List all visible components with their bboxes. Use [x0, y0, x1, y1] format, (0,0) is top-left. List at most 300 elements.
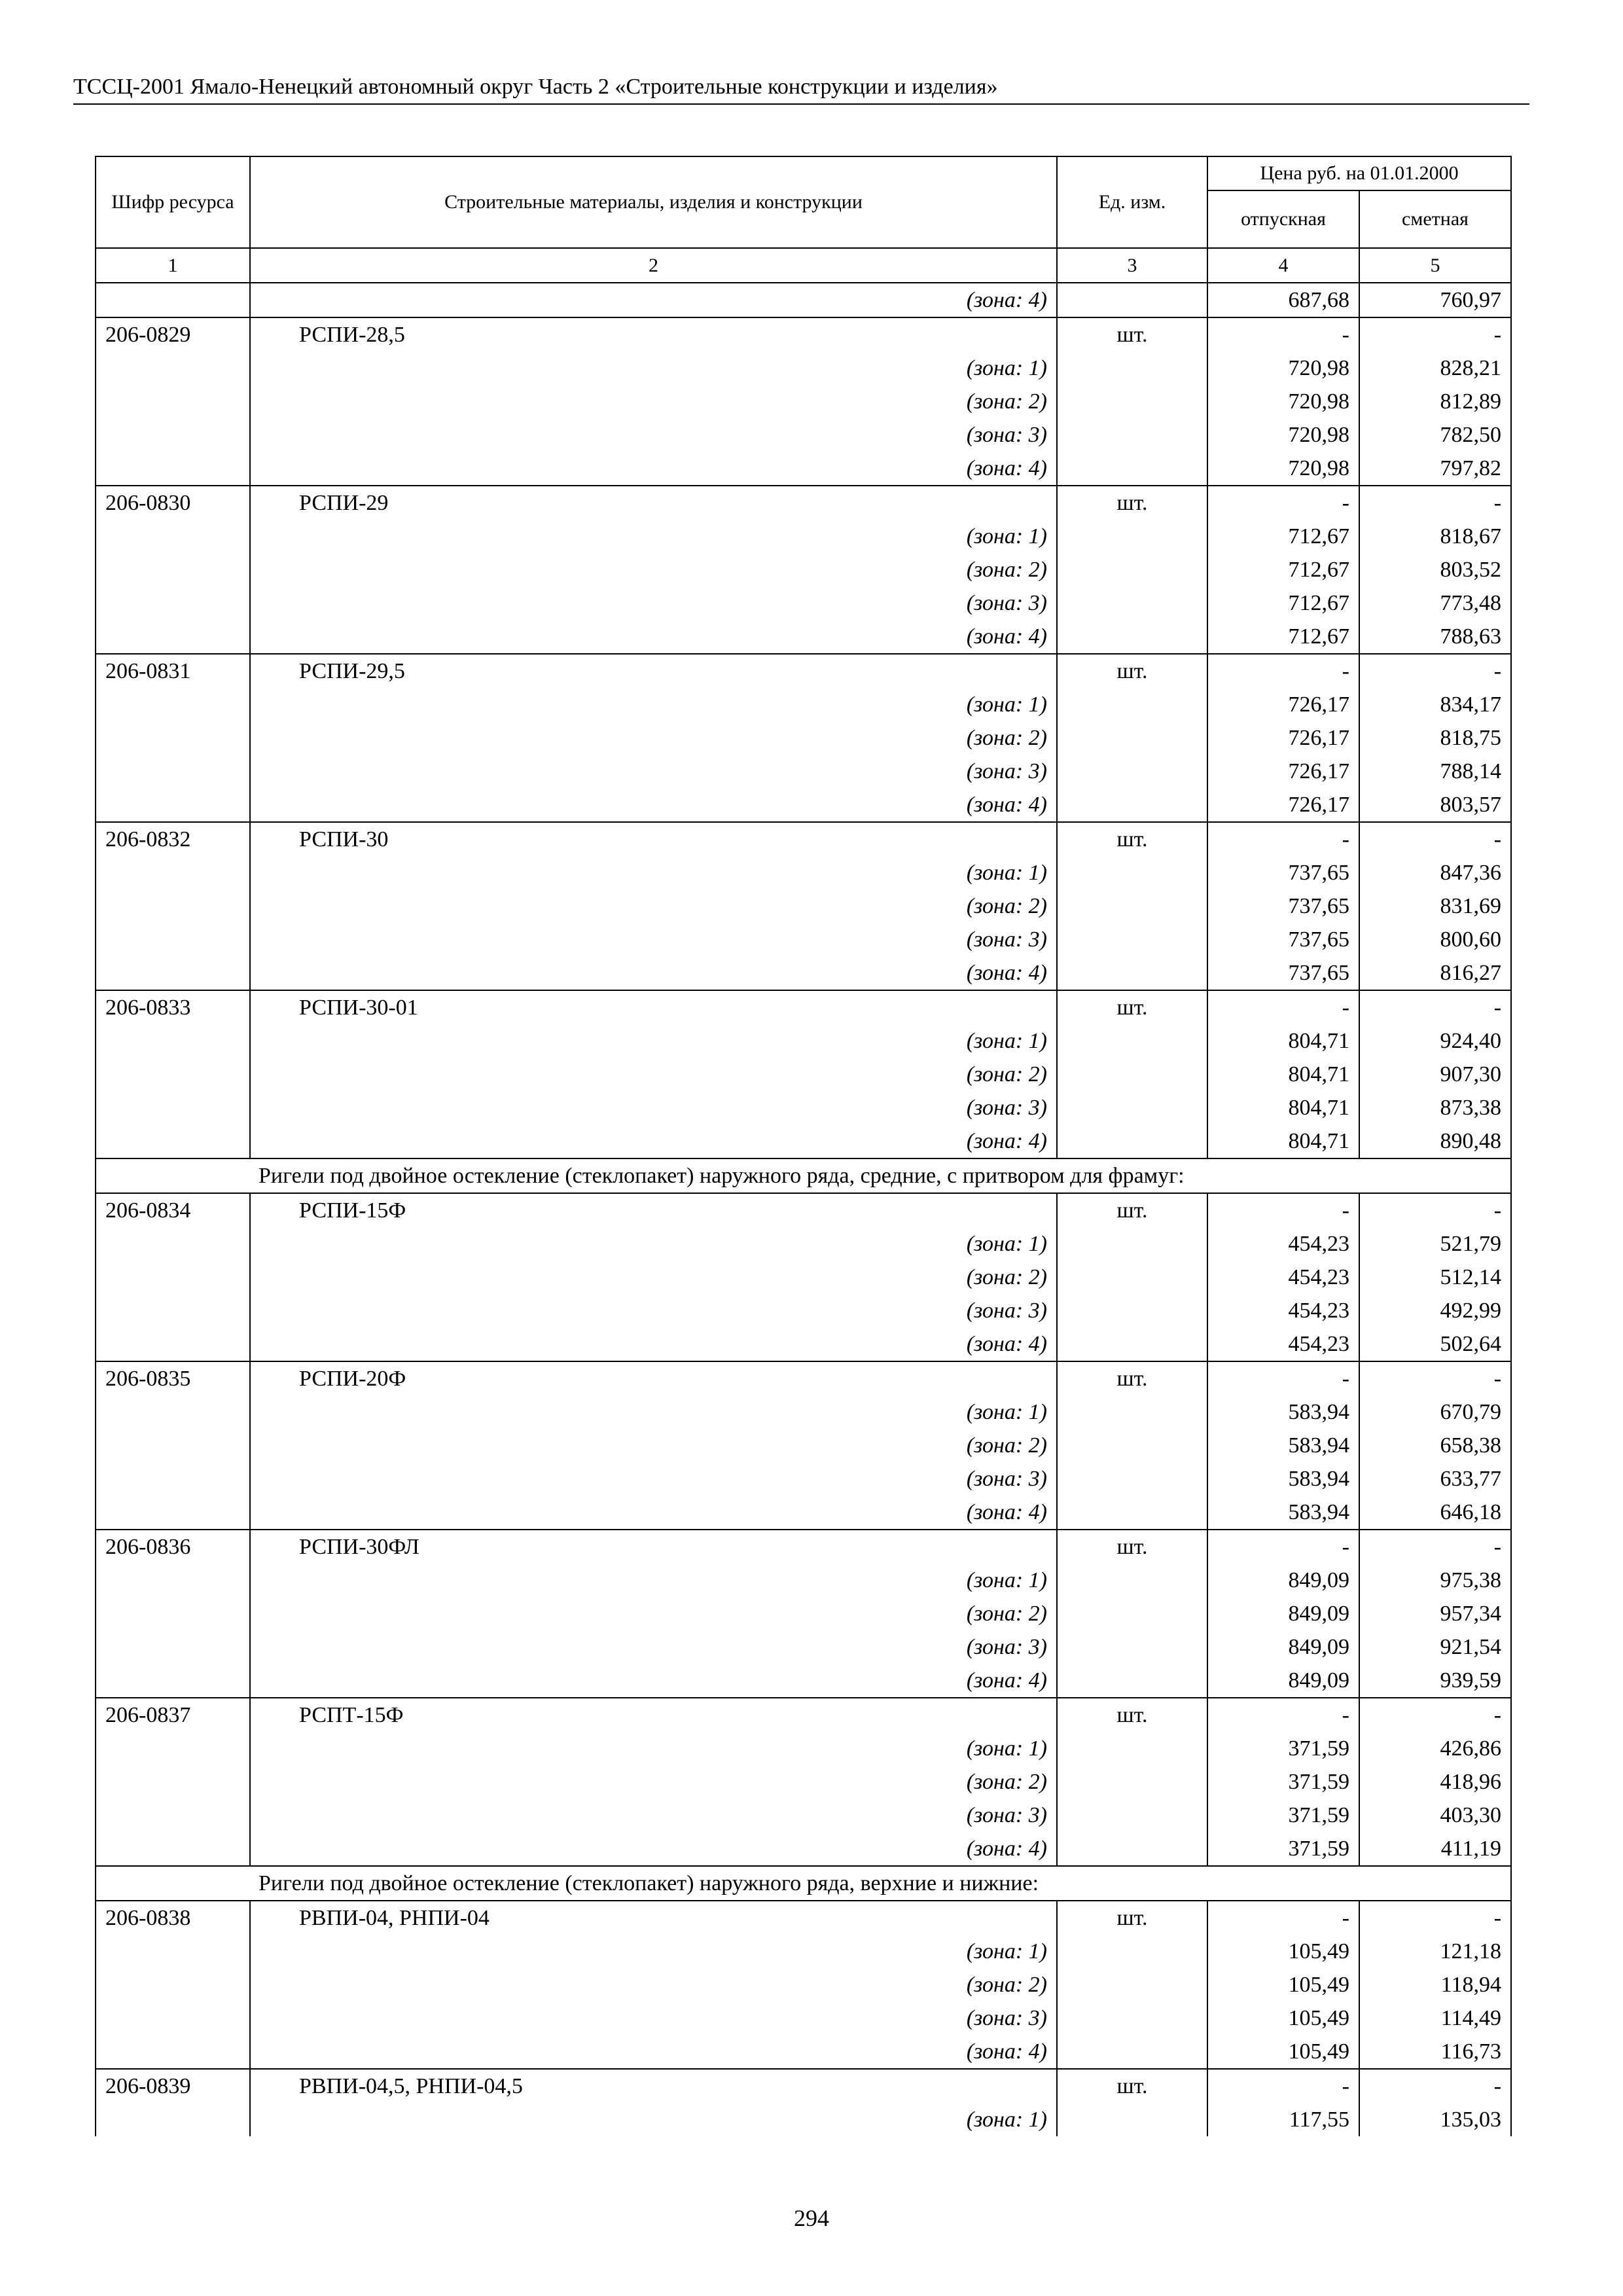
resource-code-empty: [96, 283, 250, 317]
unit: шт.: [1057, 1530, 1207, 1564]
unit-empty: [1057, 586, 1207, 620]
zone-label: (зона: 4): [966, 288, 1047, 312]
zone-cell: [250, 1429, 1057, 1462]
resource-code-empty: [96, 755, 250, 788]
zone-cell: [250, 721, 1057, 755]
resource-code-empty: [96, 1091, 250, 1124]
estimate-price: 788,14: [1359, 755, 1511, 788]
unit-empty: [1057, 2001, 1207, 2035]
unit: шт.: [1057, 1698, 1207, 1732]
resource-code-empty: [96, 1765, 250, 1799]
unit-empty: [1057, 620, 1207, 654]
unit-empty: [1057, 452, 1207, 486]
release-price: 712,67: [1207, 520, 1359, 553]
table-row-zone: [96, 1799, 1511, 1832]
table-row-item: [96, 1361, 1511, 1395]
table-row-zone: [96, 1630, 1511, 1664]
zone-label: (зона: 2): [966, 1433, 1047, 1458]
zone-cell: [250, 1227, 1057, 1261]
resource-code-empty: [96, 1462, 250, 1496]
zone-label: (зона: 4): [966, 961, 1047, 985]
estimate-price: 658,38: [1359, 1429, 1511, 1462]
release-price: 687,68: [1207, 283, 1359, 317]
unit: шт.: [1057, 1193, 1207, 1227]
estimate-price: 873,38: [1359, 1091, 1511, 1124]
resource-code-empty: [96, 889, 250, 923]
release-price: -: [1207, 1901, 1359, 1935]
table-row-zone: [96, 2035, 1511, 2069]
zone-cell: [250, 1294, 1057, 1327]
estimate-price: 116,73: [1359, 2035, 1511, 2069]
col-header-code: Шифр ресурса: [96, 156, 250, 248]
estimate-price: 818,75: [1359, 721, 1511, 755]
unit-empty: [1057, 889, 1207, 923]
release-price: 583,94: [1207, 1496, 1359, 1530]
zone-label: (зона: 1): [966, 1939, 1047, 1964]
zone-cell: [250, 586, 1057, 620]
zone-label: (зона: 4): [966, 793, 1047, 817]
resource-code-empty: [96, 620, 250, 654]
col-header-release: отпускная: [1207, 190, 1359, 248]
section-heading-row: [96, 1866, 1511, 1901]
table-row-zone: [96, 1091, 1511, 1124]
release-price: 737,65: [1207, 956, 1359, 990]
estimate-price: 797,82: [1359, 452, 1511, 486]
table-row-zone: [96, 418, 1511, 452]
estimate-price: 803,57: [1359, 788, 1511, 822]
zone-label: (зона: 2): [966, 1973, 1047, 1997]
release-price: 105,49: [1207, 1968, 1359, 2001]
col-number-3: 3: [1057, 248, 1207, 283]
zone-label: (зона: 4): [966, 2039, 1047, 2064]
item-name-cell: [250, 317, 1057, 351]
estimate-price: 816,27: [1359, 956, 1511, 990]
price-table: [95, 156, 1512, 2136]
zone-label: (зона: 4): [966, 1837, 1047, 1861]
zone-label: (зона: 4): [966, 1668, 1047, 1693]
zone-cell: [250, 1395, 1057, 1429]
release-price: 371,59: [1207, 1832, 1359, 1866]
zone-label: (зона: 2): [966, 894, 1047, 918]
release-price: 720,98: [1207, 385, 1359, 418]
unit-empty: [1057, 1630, 1207, 1664]
resource-code-empty: [96, 1024, 250, 1058]
table-row-zone: [96, 1664, 1511, 1698]
unit-empty: [1057, 1462, 1207, 1496]
table-row-zone: [96, 1732, 1511, 1765]
table-row-zone: [96, 1935, 1511, 1968]
zone-label: (зона: 1): [966, 1029, 1047, 1053]
item-name: РСПИ-20Ф: [299, 1367, 406, 1391]
zone-label: (зона: 1): [966, 692, 1047, 717]
zone-cell: [250, 856, 1057, 889]
release-price: 804,71: [1207, 1058, 1359, 1091]
unit-empty: [1057, 1294, 1207, 1327]
zone-cell: [250, 1935, 1057, 1968]
zone-cell: [250, 1630, 1057, 1664]
unit-empty: [1057, 385, 1207, 418]
resource-code: 206-0831: [96, 654, 250, 688]
estimate-price: -: [1359, 2069, 1511, 2103]
table-row-item: [96, 654, 1511, 688]
estimate-price: 975,38: [1359, 1564, 1511, 1597]
item-name-cell: [250, 1698, 1057, 1732]
zone-cell: [250, 1462, 1057, 1496]
table-row-zone: [96, 956, 1511, 990]
release-price: 117,55: [1207, 2103, 1359, 2136]
item-name-cell: [250, 1901, 1057, 1935]
unit-empty: [1057, 351, 1207, 385]
release-price: 105,49: [1207, 2001, 1359, 2035]
table-row-zone: [96, 520, 1511, 553]
estimate-price: 812,89: [1359, 385, 1511, 418]
zone-cell: [250, 1327, 1057, 1361]
zone-label: (зона: 1): [966, 356, 1047, 380]
estimate-price: 890,48: [1359, 1124, 1511, 1158]
zone-cell: [250, 755, 1057, 788]
table-row-zone: [96, 1968, 1511, 2001]
unit-empty: [1057, 1227, 1207, 1261]
table-row-zone: [96, 1058, 1511, 1091]
resource-code: 206-0834: [96, 1193, 250, 1227]
section-heading: Ригели под двойное остекление (стеклопакет) наружного ряда, средние, с притвором для фрамуг:: [96, 1158, 1511, 1193]
unit-empty: [1057, 923, 1207, 956]
zone-label: (зона: 4): [966, 1332, 1047, 1356]
unit: шт.: [1057, 822, 1207, 856]
zone-label: (зона: 2): [966, 1602, 1047, 1626]
zone-label: (зона: 2): [966, 558, 1047, 582]
zone-cell: [250, 553, 1057, 586]
resource-code: 206-0832: [96, 822, 250, 856]
release-price: 454,23: [1207, 1327, 1359, 1361]
unit-empty: [1057, 1496, 1207, 1530]
zone-cell: [250, 418, 1057, 452]
item-name: РСПИ-30-01: [299, 996, 418, 1020]
unit-empty: [1057, 1395, 1207, 1429]
table-row-zone: [96, 1261, 1511, 1294]
unit-empty: [1057, 856, 1207, 889]
table-row-zone: [96, 1496, 1511, 1530]
section-heading: Ригели под двойное остекление (стеклопакет) наружного ряда, верхние и нижние:: [96, 1866, 1511, 1901]
estimate-price: 492,99: [1359, 1294, 1511, 1327]
unit-empty: [1057, 2035, 1207, 2069]
unit: шт.: [1057, 2069, 1207, 2103]
zone-cell: [250, 2103, 1057, 2136]
zone-cell: [250, 956, 1057, 990]
zone-cell: [250, 1799, 1057, 1832]
release-price: 726,17: [1207, 721, 1359, 755]
zone-label: (зона: 1): [966, 1232, 1047, 1256]
unit-empty: [1057, 2103, 1207, 2136]
estimate-price: 924,40: [1359, 1024, 1511, 1058]
table-body: [96, 283, 1511, 2136]
zone-label: (зона: 2): [966, 1770, 1047, 1794]
resource-code-empty: [96, 1732, 250, 1765]
col-header-unit: Ед. изм.: [1057, 156, 1207, 248]
estimate-price: 403,30: [1359, 1799, 1511, 1832]
table-row-item: [96, 990, 1511, 1024]
table-row-zone: [96, 553, 1511, 586]
release-price: 849,09: [1207, 1630, 1359, 1664]
unit-empty: [1057, 1597, 1207, 1630]
zone-cell: [250, 1968, 1057, 2001]
zone-label: (зона: 3): [966, 759, 1047, 783]
table-row-item: [96, 317, 1511, 351]
estimate-price: -: [1359, 654, 1511, 688]
resource-code-empty: [96, 1968, 250, 2001]
page-header-title: ТССЦ-2001 Ямало-Ненецкий автономный округ Часть 2 «Строительные конструкции и изделия»: [73, 73, 1529, 105]
col-number-4: 4: [1207, 248, 1359, 283]
item-name-cell: [250, 1530, 1057, 1564]
resource-code-empty: [96, 2103, 250, 2136]
unit: шт.: [1057, 486, 1207, 520]
release-price: -: [1207, 1361, 1359, 1395]
estimate-price: 803,52: [1359, 553, 1511, 586]
resource-code-empty: [96, 2035, 250, 2069]
item-name: РСПИ-30: [299, 827, 389, 852]
table-row-zone: [96, 283, 1511, 317]
unit: шт.: [1057, 990, 1207, 1024]
table-row-zone: [96, 923, 1511, 956]
table-row-zone: [96, 452, 1511, 486]
resource-code: 206-0839: [96, 2069, 250, 2103]
table-row-zone: [96, 1429, 1511, 1462]
table-row-zone: [96, 1294, 1511, 1327]
release-price: -: [1207, 317, 1359, 351]
zone-label: (зона: 3): [966, 927, 1047, 952]
zone-label: (зона: 3): [966, 1299, 1047, 1323]
page-number: 294: [794, 2205, 829, 2231]
zone-cell: [250, 788, 1057, 822]
zone-label: (зона: 2): [966, 389, 1047, 414]
resource-code-empty: [96, 856, 250, 889]
estimate-price: 135,03: [1359, 2103, 1511, 2136]
resource-code: 206-0835: [96, 1361, 250, 1395]
release-price: 804,71: [1207, 1091, 1359, 1124]
table-row-zone: [96, 856, 1511, 889]
table-row-zone: [96, 1227, 1511, 1261]
estimate-price: -: [1359, 1193, 1511, 1227]
zone-cell: [250, 351, 1057, 385]
zone-label: (зона: 3): [966, 1803, 1047, 1827]
resource-code: 206-0830: [96, 486, 250, 520]
unit-empty: [1057, 1429, 1207, 1462]
unit-empty: [1057, 1124, 1207, 1158]
zone-label: (зона: 4): [966, 1129, 1047, 1153]
release-price: 371,59: [1207, 1799, 1359, 1832]
zone-label: (зона: 4): [966, 1500, 1047, 1524]
table-row-zone: [96, 755, 1511, 788]
release-price: 737,65: [1207, 856, 1359, 889]
estimate-price: 502,64: [1359, 1327, 1511, 1361]
table-row-zone: [96, 586, 1511, 620]
table-row-item: [96, 1698, 1511, 1732]
unit-empty: [1057, 956, 1207, 990]
release-price: 720,98: [1207, 351, 1359, 385]
table-row-zone: [96, 1832, 1511, 1866]
table-row-zone: [96, 1564, 1511, 1597]
resource-code-empty: [96, 418, 250, 452]
unit-empty: [1057, 1799, 1207, 1832]
zone-cell: [250, 2001, 1057, 2035]
release-price: -: [1207, 822, 1359, 856]
resource-code-empty: [96, 520, 250, 553]
table-row-zone: [96, 889, 1511, 923]
unit-empty: [1057, 283, 1207, 317]
resource-code-empty: [96, 1058, 250, 1091]
item-name: РСПТ-15Ф: [299, 1703, 404, 1727]
zone-cell: [250, 1564, 1057, 1597]
item-name: РСПИ-30ФЛ: [299, 1535, 419, 1559]
resource-code: 206-0833: [96, 990, 250, 1024]
release-price: 737,65: [1207, 923, 1359, 956]
estimate-price: 121,18: [1359, 1935, 1511, 1968]
item-name-cell: [250, 654, 1057, 688]
release-price: 454,23: [1207, 1227, 1359, 1261]
zone-cell: [250, 1765, 1057, 1799]
estimate-price: 907,30: [1359, 1058, 1511, 1091]
zone-cell: [250, 1058, 1057, 1091]
table-row-zone: [96, 788, 1511, 822]
release-price: 583,94: [1207, 1462, 1359, 1496]
estimate-price: -: [1359, 1530, 1511, 1564]
resource-code-empty: [96, 1564, 250, 1597]
zone-cell: [250, 1732, 1057, 1765]
item-name-cell: [250, 822, 1057, 856]
resource-code-empty: [96, 1832, 250, 1866]
zone-cell: [250, 283, 1057, 317]
unit-empty: [1057, 1564, 1207, 1597]
release-price: 737,65: [1207, 889, 1359, 923]
resource-code-empty: [96, 1664, 250, 1698]
unit-empty: [1057, 1091, 1207, 1124]
item-name-cell: [250, 1193, 1057, 1227]
unit-empty: [1057, 418, 1207, 452]
zone-cell: [250, 1261, 1057, 1294]
col-number-1: 1: [96, 248, 250, 283]
resource-code-empty: [96, 2001, 250, 2035]
zone-cell: [250, 520, 1057, 553]
table-row-zone: [96, 2103, 1511, 2136]
table-row-zone: [96, 1024, 1511, 1058]
zone-cell: [250, 1664, 1057, 1698]
table-row-zone: [96, 1124, 1511, 1158]
resource-code-empty: [96, 1124, 250, 1158]
estimate-price: -: [1359, 822, 1511, 856]
release-price: 849,09: [1207, 1664, 1359, 1698]
resource-code-empty: [96, 1395, 250, 1429]
estimate-price: 670,79: [1359, 1395, 1511, 1429]
table-row-zone: [96, 620, 1511, 654]
estimate-price: 782,50: [1359, 418, 1511, 452]
col-header-name: Строительные материалы, изделия и конструкции: [250, 156, 1057, 248]
unit-empty: [1057, 688, 1207, 721]
col-number-2: 2: [250, 248, 1057, 283]
zone-cell: [250, 1597, 1057, 1630]
unit: шт.: [1057, 1901, 1207, 1935]
estimate-price: -: [1359, 486, 1511, 520]
resource-code-empty: [96, 1294, 250, 1327]
zone-cell: [250, 923, 1057, 956]
resource-code-empty: [96, 1429, 250, 1462]
estimate-price: 118,94: [1359, 1968, 1511, 2001]
unit-empty: [1057, 788, 1207, 822]
unit-empty: [1057, 1327, 1207, 1361]
release-price: 849,09: [1207, 1597, 1359, 1630]
zone-cell: [250, 620, 1057, 654]
item-name: РСПИ-29: [299, 491, 389, 515]
table-header: [96, 156, 1511, 283]
release-price: -: [1207, 486, 1359, 520]
estimate-price: 512,14: [1359, 1261, 1511, 1294]
release-price: 712,67: [1207, 620, 1359, 654]
unit-empty: [1057, 1058, 1207, 1091]
table-row-zone: [96, 1765, 1511, 1799]
zone-label: (зона: 2): [966, 726, 1047, 750]
table-row-zone: [96, 385, 1511, 418]
release-price: 720,98: [1207, 418, 1359, 452]
unit-empty: [1057, 1261, 1207, 1294]
resource-code-empty: [96, 1630, 250, 1664]
zone-label: (зона: 3): [966, 1096, 1047, 1120]
estimate-price: 921,54: [1359, 1630, 1511, 1664]
release-price: -: [1207, 1193, 1359, 1227]
resource-code: 206-0837: [96, 1698, 250, 1732]
estimate-price: 773,48: [1359, 586, 1511, 620]
zone-label: (зона: 1): [966, 2108, 1047, 2132]
release-price: -: [1207, 654, 1359, 688]
release-price: 726,17: [1207, 688, 1359, 721]
estimate-price: 834,17: [1359, 688, 1511, 721]
resource-code-empty: [96, 1597, 250, 1630]
item-name-cell: [250, 990, 1057, 1024]
table-row-item: [96, 822, 1511, 856]
unit-empty: [1057, 755, 1207, 788]
zone-cell: [250, 1124, 1057, 1158]
zone-label: (зона: 2): [966, 1265, 1047, 1289]
zone-cell: [250, 1024, 1057, 1058]
release-price: 849,09: [1207, 1564, 1359, 1597]
zone-cell: [250, 452, 1057, 486]
table-row-zone: [96, 2001, 1511, 2035]
resource-code-empty: [96, 956, 250, 990]
item-name-cell: [250, 1361, 1057, 1395]
table-row-zone: [96, 721, 1511, 755]
release-price: 726,17: [1207, 788, 1359, 822]
table-row-item: [96, 1193, 1511, 1227]
zone-label: (зона: 1): [966, 524, 1047, 548]
zone-label: (зона: 1): [966, 1568, 1047, 1592]
release-price: 583,94: [1207, 1395, 1359, 1429]
zone-label: (зона: 1): [966, 1736, 1047, 1761]
table-row-zone: [96, 351, 1511, 385]
estimate-price: -: [1359, 1361, 1511, 1395]
resource-code-empty: [96, 1261, 250, 1294]
estimate-price: -: [1359, 1901, 1511, 1935]
release-price: 105,49: [1207, 1935, 1359, 1968]
release-price: 454,23: [1207, 1294, 1359, 1327]
release-price: 105,49: [1207, 2035, 1359, 2069]
estimate-price: 521,79: [1359, 1227, 1511, 1261]
unit-empty: [1057, 1968, 1207, 2001]
col-header-estimate: сметная: [1359, 190, 1511, 248]
estimate-price: 760,97: [1359, 283, 1511, 317]
zone-label: (зона: 1): [966, 1400, 1047, 1424]
zone-cell: [250, 1496, 1057, 1530]
resource-code-empty: [96, 586, 250, 620]
unit-empty: [1057, 1935, 1207, 1968]
estimate-price: 646,18: [1359, 1496, 1511, 1530]
